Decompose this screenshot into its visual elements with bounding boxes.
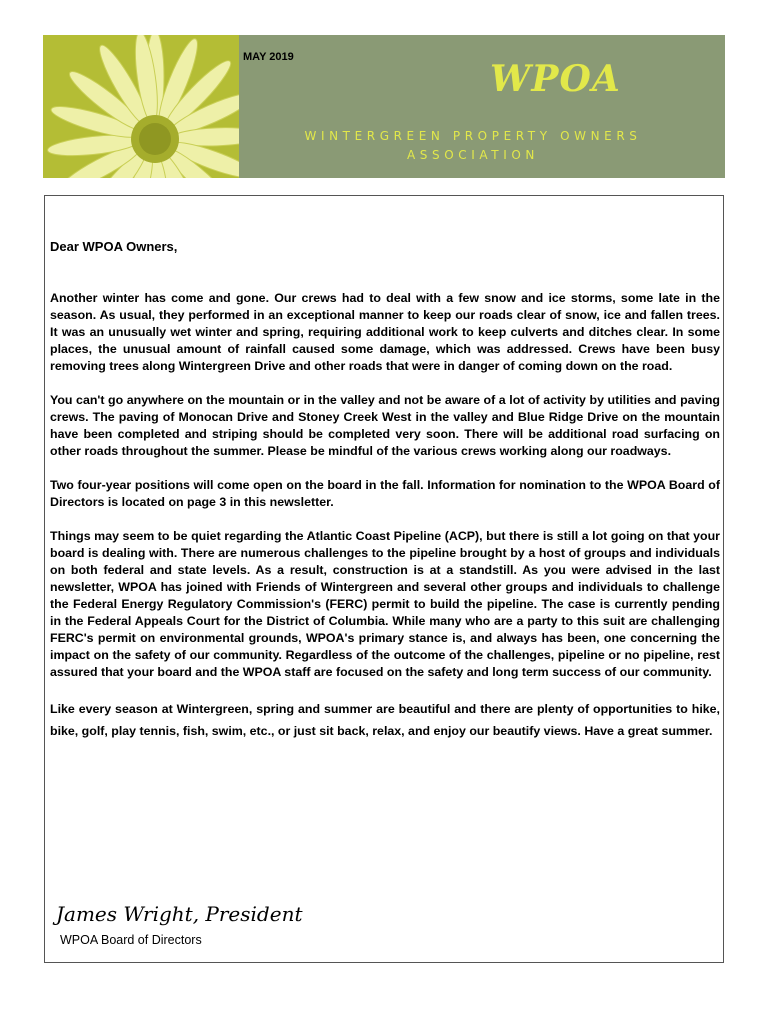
paragraph-winter: Another winter has come and gone. Our crews had to deal with a few snow and ice storms, some late in the season. As usual, they performed in an exceptional manner to keep our roads clear of snow, ice and fallen trees. It was an unusually wet winter and spring, requiring additional work to keep culverts and ditches clear. In some places, the unusual amount of rainfall caused some damage, which was addressed. Crews have been busy removing trees along Wintergreen Drive and other roads that were in danger of coming down on the road. <box>50 291 720 373</box>
signature-title: WPOA Board of Directors <box>60 933 202 947</box>
paragraph-board-positions: Two four-year positions will come open on the board in the fall. Information for nomination to the WPOA Board of Directors is located on page 3 in this newsletter. <box>50 478 720 509</box>
newsletter-title: WPOA <box>490 58 621 100</box>
letter-greeting: Dear WPOA Owners, <box>50 239 178 254</box>
signature: James Wright, President <box>56 902 303 926</box>
letter-body <box>50 290 720 759</box>
issue-date: MAY 2019 <box>243 51 294 63</box>
paragraph-pipeline: Things may seem to be quiet regarding the Atlantic Coast Pipeline (ACP), but there is still a lot going on that your board is dealing with. There are numerous challenges to the pipeline brought by a host of groups and individuals on both federal and state levels. As a result, construction is at a standstill. As you were advised in the last newsletter, WPOA has joined with Friends of Wintergreen and several other groups and individuals to challenge the Federal Energy Regulatory Commission's (FERC) permit to build the pipeline. The case is currently pending in the Federal Appeals Court for the District of Columbia. While many who are a party to this suit are challenging FERC's permit on environmental grounds, WPOA's primary stance is, and always has been, one concerning the impact on the safety of our community. Regardless of the outcome of the challenges, pipeline or no pipeline, rest assured that your board and the WPOA staff are focused on the safety and long term success of our community. <box>50 529 720 679</box>
flower-photo <box>43 35 239 178</box>
association-name: WINTERGREEN PROPERTY OWNERS ASSOCIATION <box>304 129 642 162</box>
paragraph-paving: You can't go anywhere on the mountain or in the valley and not be aware of a lot of activity by utilities and paving crews. The paving of Monocan Drive and Stoney Creek West in the valley and Blue Ridge Drive on the mountain have been completed and striping should be completed very soon. There will be additional road surfacing on other roads throughout the summer. Please be mindful of the various crews working along our roadways. <box>50 393 720 458</box>
paragraph-summer: Like every season at Wintergreen, spring and summer are beautiful and there are plenty of opportunities to hike, bike, golf, play tennis, fish, swim, etc., or just sit back, relax, and enjoy our beautify views. Have a great summer. <box>50 702 720 738</box>
